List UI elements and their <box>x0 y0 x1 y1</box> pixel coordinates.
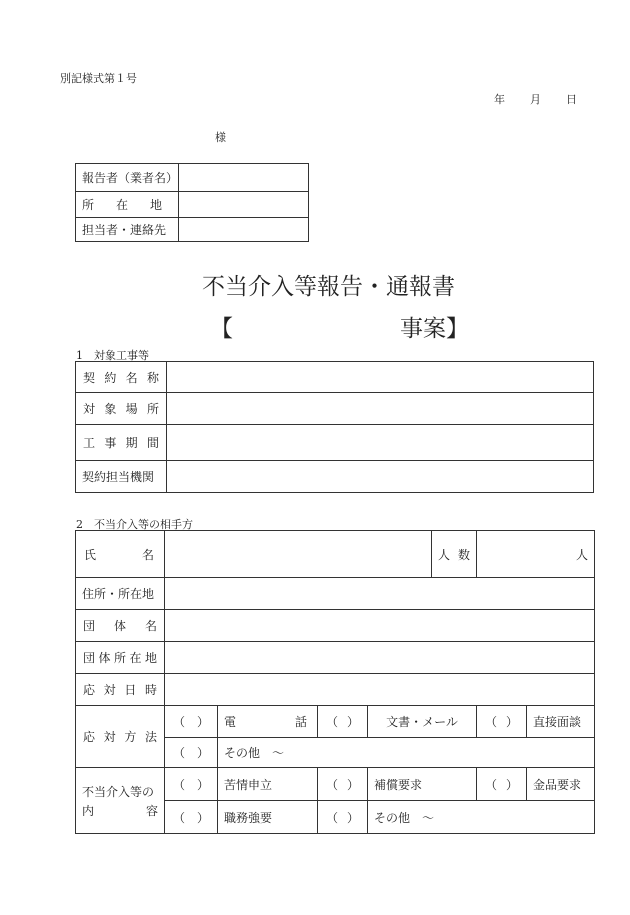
subtitle-open-bracket: 【 <box>210 316 233 342</box>
content-other-checkbox[interactable]: （ ） <box>318 801 368 834</box>
money-label: 金品要求 <box>527 768 595 801</box>
date-year: 年 <box>494 93 505 106</box>
response-method-label: 応 対 方 法 <box>76 706 165 768</box>
section1-table <box>75 361 594 493</box>
reporter-address-field[interactable] <box>179 192 309 218</box>
coercion-checkbox[interactable]: （ ） <box>165 801 218 834</box>
document-mail-label: 文書・メール <box>368 706 477 738</box>
phone-label: 電 話 <box>218 706 318 738</box>
document-mail-checkbox[interactable]: （ ） <box>318 706 368 738</box>
complaint-label: 苦情申立 <box>218 768 318 801</box>
method-other-field[interactable]: その他 ～ <box>218 738 595 768</box>
headcount-label: 人 数 <box>431 531 476 577</box>
date-day: 日 <box>566 93 577 106</box>
coercion-label: 職務強要 <box>218 801 318 834</box>
section1-heading: 1 対象工事等 <box>76 349 149 362</box>
group-name-label: 団 体 名 <box>76 610 165 642</box>
contract-name-label: 契 約 名 称 <box>76 362 167 393</box>
addressee-suffix: 様 <box>215 131 226 144</box>
reporter-name-field[interactable] <box>179 164 309 192</box>
group-name-field[interactable] <box>165 610 595 642</box>
contract-name-field[interactable] <box>167 362 594 393</box>
method-other-checkbox[interactable]: （ ） <box>165 738 218 768</box>
money-checkbox[interactable]: （ ） <box>477 768 527 801</box>
face-to-face-label: 直接面談 <box>527 706 595 738</box>
content-other-field[interactable]: その他 ～ <box>368 801 595 834</box>
content-label-line1: 不当介入等の <box>82 784 155 799</box>
headcount-cell <box>368 531 477 578</box>
opponent-address-label: 住所・所在地 <box>76 578 165 610</box>
construction-period-field[interactable] <box>167 425 594 461</box>
headcount-field[interactable]: 人 <box>477 531 595 578</box>
group-address-label: 団 体 所 在 地 <box>76 642 165 674</box>
date-month: 月 <box>530 93 541 106</box>
document-title: 不当介入等報告・通報書 <box>202 274 455 300</box>
contracting-agency-label: 契約担当機関 <box>76 461 167 493</box>
reporter-table <box>75 163 309 242</box>
construction-period-label: 工 事 期 間 <box>76 425 167 461</box>
face-to-face-checkbox[interactable]: （ ） <box>477 706 527 738</box>
reporter-address-label: 所 在 地 <box>76 192 179 218</box>
opponent-name-field[interactable] <box>165 531 368 578</box>
target-location-label: 対 象 場 所 <box>76 393 167 425</box>
reporter-name-label: 報告者（業者名） <box>76 164 179 192</box>
phone-checkbox[interactable]: （ ） <box>165 706 218 738</box>
contracting-agency-field[interactable] <box>167 461 594 493</box>
opponent-address-field[interactable] <box>165 578 595 610</box>
opponent-name-label: 氏 名 <box>76 531 165 578</box>
group-address-field[interactable] <box>165 642 595 674</box>
subtitle-case: 事案】 <box>400 316 469 342</box>
intervention-content-label: 不当介入等の 内 容 <box>76 768 165 834</box>
section2-table <box>75 530 595 834</box>
section2-heading: 2 不当介入等の相手方 <box>76 518 193 531</box>
reporter-contact-label: 担当者・連絡先 <box>76 218 179 242</box>
target-location-field[interactable] <box>167 393 594 425</box>
form-number: 別記様式第１号 <box>60 72 137 85</box>
response-datetime-label: 応 対 日 時 <box>76 674 165 706</box>
response-datetime-field[interactable] <box>165 674 595 706</box>
compensation-label: 補償要求 <box>368 768 477 801</box>
reporter-contact-field[interactable] <box>179 218 309 242</box>
compensation-checkbox[interactable]: （ ） <box>318 768 368 801</box>
complaint-checkbox[interactable]: （ ） <box>165 768 218 801</box>
